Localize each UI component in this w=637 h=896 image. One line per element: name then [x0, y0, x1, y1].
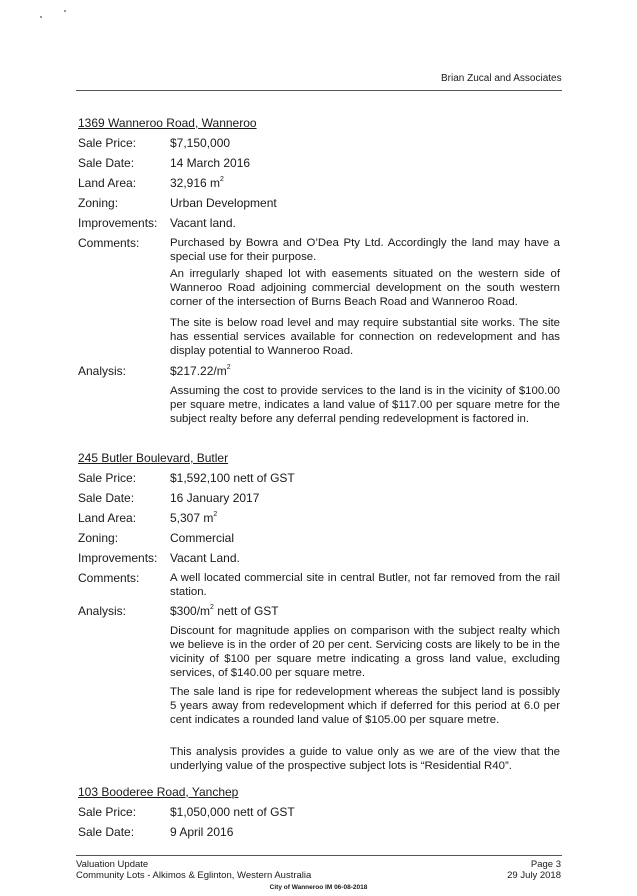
sale-2-analysis-note-1: Discount for magnitude applies on comparison with the subject realty which we believe is in the order of 20 per cent. Servicing costs are likely to be in the vicinity of $100 per square metre indicating a gross land value, excluding services, of $140.00 per square metre. — [170, 625, 560, 679]
sale-1-zoning-label: Zoning: — [78, 196, 119, 210]
sale-2-analysis: $\$300/m^2$ nett of GST — [170, 604, 279, 618]
sale-2-date-label: Sale Date: — [78, 491, 135, 505]
sale-2-zoning: Commercial — [170, 531, 235, 545]
sale-1-area-label: Land Area: — [78, 176, 137, 190]
scan-speck — [64, 10, 66, 12]
document-stamp: City of Wanneroo IM 06-08-2018 — [269, 884, 368, 891]
sale-1-area: 32,916 $m^2$ — [170, 176, 224, 190]
sale-1-analysis: $\$217.22/m^2$ — [170, 364, 231, 378]
sale-1-comment-1: Purchased by Bowra and O’Dea Pty Ltd. Accordingly the land may have a special use for their purpose. — [170, 237, 560, 263]
sale-1-comments-label: Comments: — [78, 236, 140, 250]
sale-2-comments-label: Comments: — [78, 571, 140, 585]
sale-2-comment-1: A well located commercial site in central Butler, not far removed from the rail station. — [170, 572, 560, 598]
sale-1-improvements: Vacant land. — [170, 216, 236, 230]
footer-page-number: Page 3 — [530, 859, 561, 870]
sale-1-comment-3: The site is below road level and may require substantial site works. The site has essential services available for connection on redevelopment and has display potential to Wanneroo Road. — [170, 317, 560, 357]
sale-2-price-label: Sale Price: — [78, 471, 137, 485]
sale-2-area-label: Land Area: — [78, 511, 137, 525]
sale-1-address: 1369 Wanneroo Road, Wanneroo — [78, 116, 257, 130]
header-firm-name: Brian Zucal and Associates — [441, 73, 562, 84]
sale-3-date-label: Sale Date: — [78, 825, 135, 839]
sale-3-price: $1,050,000 nett of GST — [170, 805, 295, 819]
sale-1-date-label: Sale Date: — [78, 156, 135, 170]
sale-2-analysis-note-2: The sale land is ripe for redevelopment whereas the subject land is possibly 5 years away from redevelopment which if deferred for this period at 6.0 per cent indicates a rounded land value of $105.00 per square metre. — [170, 686, 560, 726]
sale-2-price: $1,592,100 nett of GST — [170, 471, 295, 485]
footer-divider — [76, 855, 562, 856]
sale-2-improvements-label: Improvements: — [78, 551, 158, 565]
sale-1-comment-2: An irregularly shaped lot with easements situated on the western side of Wanneroo Road adjoining commercial development on the south western corner of the intersection of Burns Beach Road and Wanneroo Road. — [170, 268, 560, 308]
sale-1-analysis-note: Assuming the cost to provide services to the land is in the vicinity of $100.00 per square metre, indicates a land value of $117.00 per square metre for the subject realty before any deferral pending redevelopment is factored in. — [170, 385, 560, 425]
sale-3-address: 103 Booderee Road, Yanchep — [78, 785, 239, 799]
header-divider — [76, 90, 562, 91]
sale-1-date: 14 March 2016 — [170, 156, 251, 170]
sale-3-price-label: Sale Price: — [78, 805, 137, 819]
sale-2-address: 245 Butler Boulevard, Butler — [78, 451, 229, 465]
sale-2-analysis-label: Analysis: — [78, 604, 127, 618]
sale-1-zoning: Urban Development — [170, 196, 277, 210]
sale-1-improvements-label: Improvements: — [78, 216, 158, 230]
sale-2-improvements: Vacant Land. — [170, 551, 240, 565]
sale-1-analysis-label: Analysis: — [78, 364, 127, 378]
sale-3-date: 9 April 2016 — [170, 825, 234, 839]
footer-doc-subtitle: Community Lots - Alkimos & Eglinton, Western Australia — [76, 870, 312, 881]
footer-doc-title: Valuation Update — [76, 859, 149, 870]
scan-speck — [40, 16, 42, 18]
sale-1-price: $7,150,000 — [170, 136, 231, 150]
sale-2-zoning-label: Zoning: — [78, 531, 119, 545]
sale-2-analysis-note-3: This analysis provides a guide to value only as we are of the view that the underlying value of the prospective subject lots is “Residential R40”. — [170, 746, 560, 772]
sale-2-date: 16 January 2017 — [170, 491, 260, 505]
sale-2-area: 5,307 $m^2$ — [170, 511, 218, 525]
footer-date: 29 July 2018 — [507, 870, 561, 881]
sale-1-price-label: Sale Price: — [78, 136, 137, 150]
